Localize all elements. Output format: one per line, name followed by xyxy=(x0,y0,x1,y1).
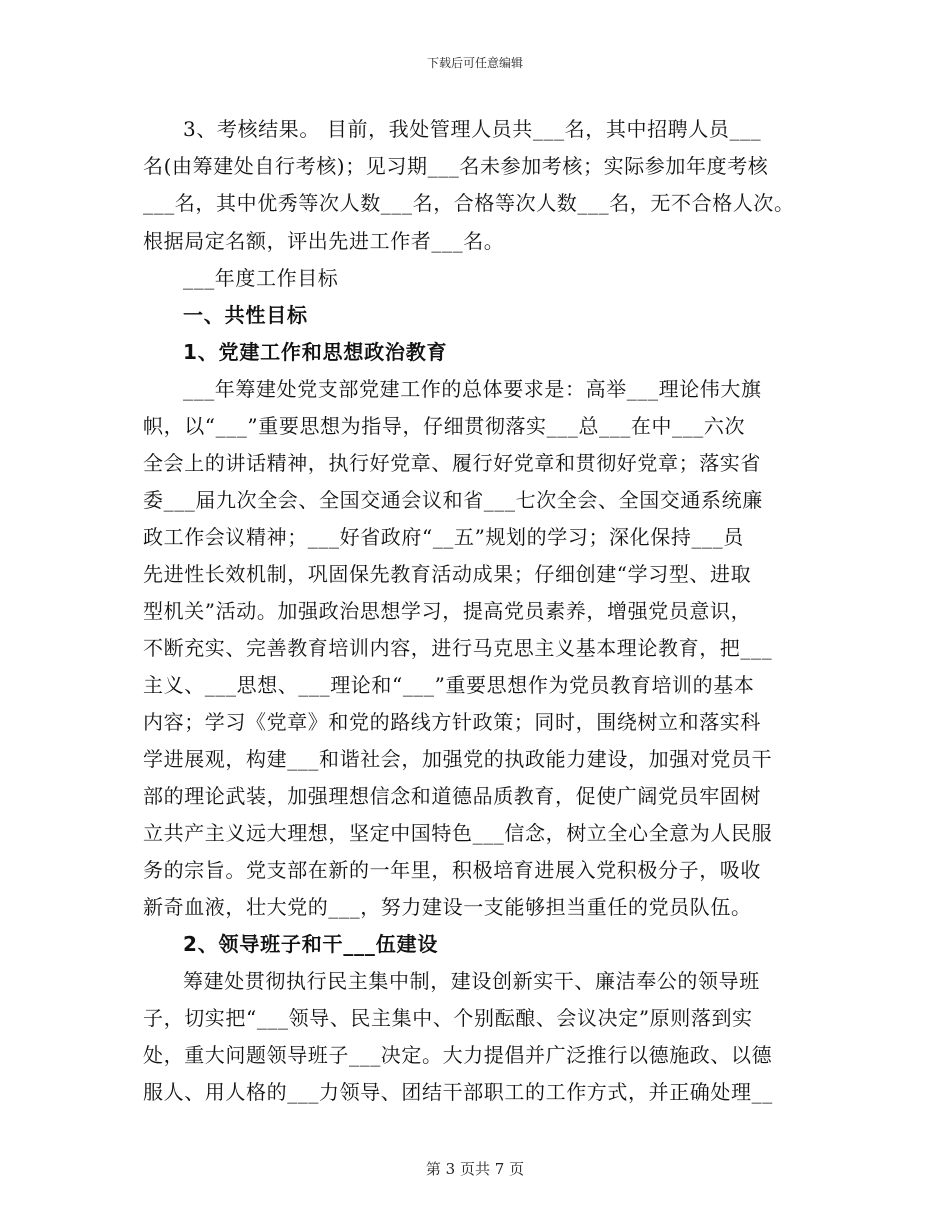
paragraph-line: 部的理论武装，加强理想信念和道德品质教育，促使广阔党员牢固树 xyxy=(143,784,761,808)
page-header: 下载后可任意编辑 xyxy=(426,56,523,70)
paragraph-line: 不断充实、完善教育培训内容，进行马克思主义基本理论教育，把___ xyxy=(143,636,773,660)
subsection-heading: 2、领导班子和干___伍建设 xyxy=(183,932,439,956)
paragraph-line: 立共产主义远大理想，坚定中国特色___信念，树立全心全意为人民服 xyxy=(143,821,773,845)
paragraph-line: 3、考核结果。 目前，我处管理人员共___名，其中招聘人员___ xyxy=(183,117,762,141)
paragraph-line: 务的宗旨。党支部在新的一年里，积极培育进展入党积极分子，吸收 xyxy=(143,858,761,882)
paragraph-line: 帜，以“___”重要思想为指导，仔细贯彻落实___总___在中___六次 xyxy=(143,414,746,438)
section-heading: 一、共性目标 xyxy=(183,303,308,327)
paragraph-line: 根据局定名额，评出先进工作者___名。 xyxy=(143,229,505,253)
paragraph-line: 名(由筹建处自行考核)；见习期___名未参加考核；实际参加年度考核 xyxy=(143,154,769,178)
paragraph-line: 先进性长效机制，巩固保先教育活动成果；仔细创建“学习型、进取 xyxy=(143,562,752,586)
paragraph-line: ___名，其中优秀等次人数___名，合格等次人数___名，无不合格人次。 xyxy=(143,191,795,215)
section-title: ___年度工作目标 xyxy=(183,266,339,290)
paragraph-line: 全会上的讲话精神，执行好党章、履行好党章和贯彻好党章；落实省 xyxy=(143,451,761,475)
paragraph-line: 内容；学习《党章》和党的路线方针政策；同时，围绕树立和落实科 xyxy=(143,710,761,734)
page-footer: 第 3 页共 7 页 xyxy=(425,1160,525,1178)
subsection-heading: 1、党建工作和思想政治教育 xyxy=(183,340,448,364)
paragraph-line: 学进展观，构建___和谐社会，加强党的执政能力建设，加强对党员干 xyxy=(143,747,773,771)
paragraph-line: 子，切实把“___领导、民主集中、个别酝酿、会议决定”原则落到实 xyxy=(143,1006,753,1030)
paragraph-line: 服人、用人格的___力领导、团结干部职工的工作方式，并正确处理__ xyxy=(143,1080,773,1104)
paragraph-line: ___年筹建处党支部党建工作的总体要求是：高举___理论伟大旗 xyxy=(183,377,762,401)
paragraph-line: 型机关”活动。加强政治思想学习，提高党员素养，增强党员意识， xyxy=(143,599,752,623)
paragraph-line: 委___届九次全会、全国交通会议和省___七次全会、全国交通系统廉 xyxy=(143,488,763,512)
paragraph-line: 新奇血液，壮大党的___，努力建设一支能够担当重任的党员队伍。 xyxy=(143,895,752,919)
paragraph-line: 主义、___思想、___理论和“___”重要思想作为党员教育培训的基本 xyxy=(143,673,755,697)
paragraph-line: 处，重大问题领导班子___决定。大力提倡并广泛推行以德施政、以德 xyxy=(143,1043,773,1067)
paragraph-line: 筹建处贯彻执行民主集中制，建设创新实干、廉洁奉公的领导班 xyxy=(183,969,760,993)
paragraph-line: 政工作会议精神；___好省政府“__五”规划的学习；深化保持___员 xyxy=(143,525,744,549)
